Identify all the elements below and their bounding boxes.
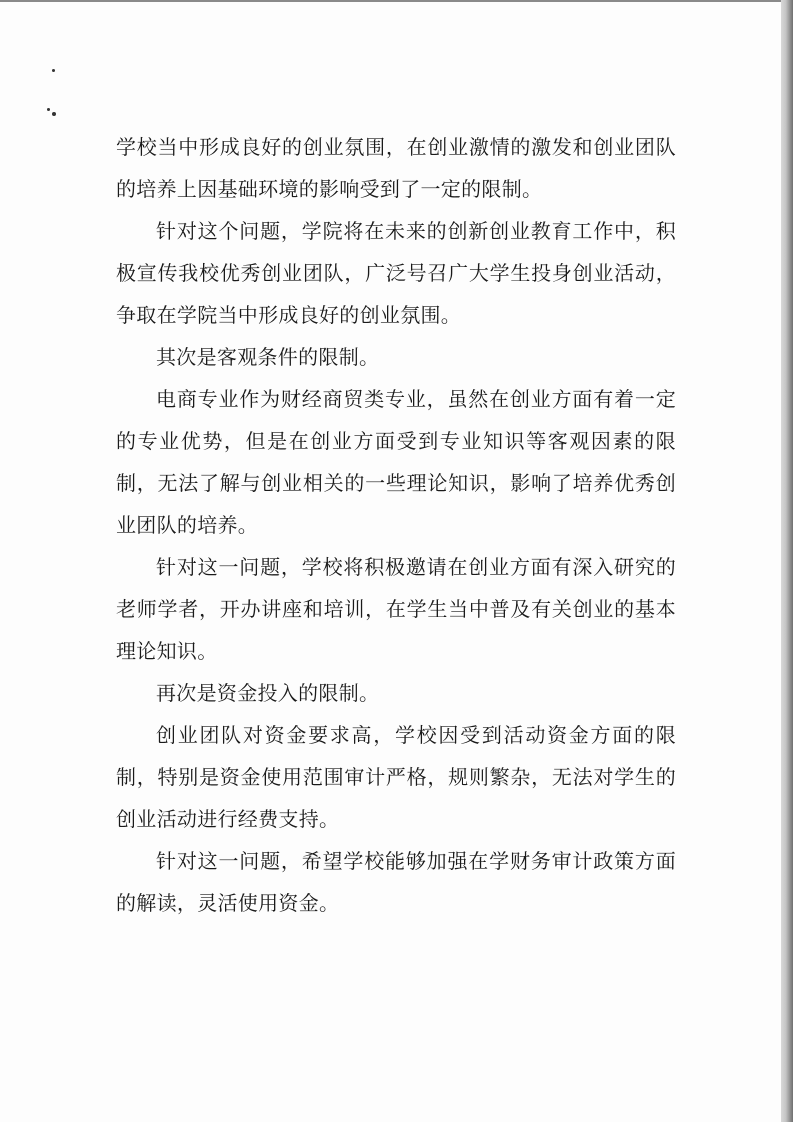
scan-speck (52, 69, 55, 72)
paragraph: 针对这个问题，学院将在未来的创新创业教育工作中，积极宣传我校优秀创业团队，广泛号召广大学生投身创业活动，争取在学院当中形成良好的创业氛围。 (116, 219, 676, 327)
paragraph: 针对这一问题，学校将积极邀请在创业方面有深入研究的老师学者，开办讲座和培训，在学生当中普及有关创业的基本理论知识。 (116, 555, 676, 663)
paragraph-heading: 再次是资金投入的限制。 (156, 681, 380, 705)
scan-speck (52, 112, 56, 116)
paragraph-heading: 其次是客观条件的限制。 (156, 345, 380, 369)
body-text (116, 126, 676, 924)
paragraph: 电商专业作为财经商贸类专业，虽然在创业方面有着一定的专业优势，但是在创业方面受到专业知识等客观因素的限制，无法了解与创业相关的一些理论知识，影响了培养优秀创业团队的培养。 (116, 387, 676, 537)
paragraph: 针对这一问题，希望学校能够加强在学财务审计政策方面的解读，灵活使用资金。 (116, 849, 676, 915)
paragraph: 创业团队对资金要求高，学校因受到活动资金方面的限制，特别是资金使用范围审计严格，规则繁杂，无法对学生的创业活动进行经费支持。 (116, 723, 676, 831)
scan-right-edge (781, 0, 793, 1122)
scan-top-edge (0, 0, 793, 2)
paragraph-continuation: 学校当中形成良好的创业氛围，在创业激情的激发和创业团队的培养上因基础环境的影响受到了一定的限制。 (116, 135, 676, 201)
scan-speck (47, 108, 50, 111)
